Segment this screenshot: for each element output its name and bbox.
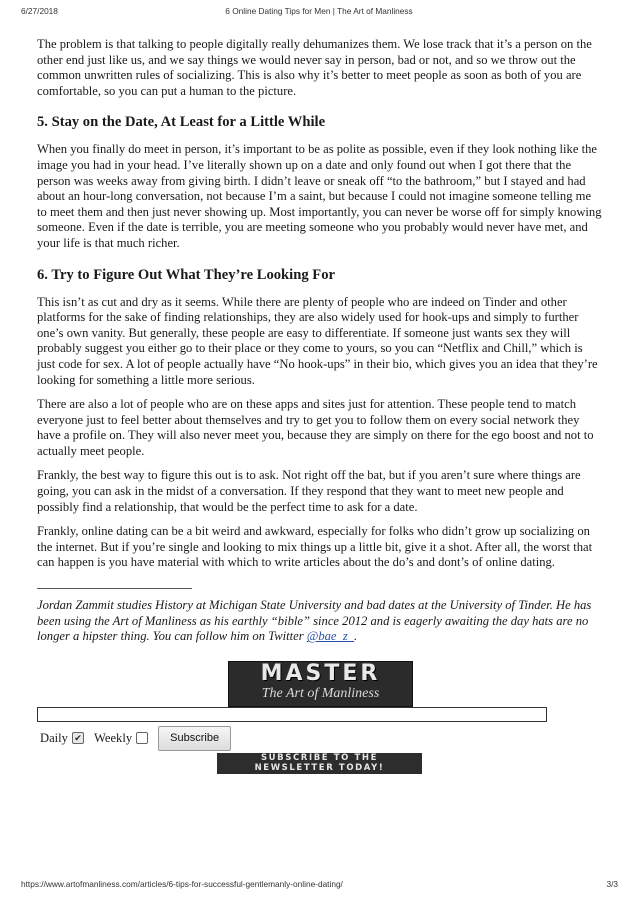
- weekly-checkbox[interactable]: [136, 732, 148, 744]
- section-5-heading: 5. Stay on the Date, At Least for a Little While: [37, 114, 326, 131]
- daily-checkbox[interactable]: ✔: [72, 732, 84, 744]
- logo-aom-text: The Art of Manliness: [261, 686, 380, 701]
- print-date: 6/27/2018: [21, 6, 58, 16]
- author-bio: [37, 598, 603, 645]
- print-url: https://www.artofmanliness.com/articles/6-tips-for-successful-gentlemanly-online-dating/: [21, 879, 343, 889]
- newsletter-subscribe-row: [40, 726, 231, 750]
- email-input[interactable]: [37, 707, 547, 722]
- author-bio-text: Jordan Zammit studies History at Michigan State University and bad dates at the University of Tinder. He has been using the Art of Manliness as his earthly “bible” since 2012 and is eagerly awaiting the day hats are no longer a hipster thing. You can follow him on Twitter: [37, 598, 592, 644]
- logo-master-text: MASTER: [260, 661, 381, 686]
- print-title: 6 Online Dating Tips for Men | The Art of Manliness: [225, 6, 413, 16]
- article-body: [37, 37, 603, 654]
- master-aom-logo: [228, 661, 413, 707]
- banner-line-2: NEWSLETTER TODAY!: [254, 763, 385, 773]
- twitter-link[interactable]: @bae_z_: [306, 629, 355, 644]
- section-6-paragraph: There are also a lot of people who are on these apps and sites just for attention. These people tend to match everyone just to feel better about themselves and try to get you to follow them on every social network they have a profile on. They will also never meet you, because they are simply on there for the ego boost and not to actually meet people.: [37, 397, 594, 458]
- section-6-heading: 6. Try to Figure Out What They’re Looking For: [37, 266, 335, 283]
- newsletter-banner[interactable]: [217, 753, 422, 774]
- section-5-paragraph: When you finally do meet in person, it’s important to be as polite as possible, even if they look nothing like the image you had in your head. I’ve literally shown up on a date and only found out when I got there that the person was weeks away from giving birth. I didn’t leave or sneak off “to the bathroom,” but I stayed and had about an hour-long conversation, not because I’m a saint, but because I could not imagine someone telling me to meet them and then just never showing up. Most importantly, you can never be worse off for simply knowing someone. Even if the date is terrible, you are meeting someone who you probably would never have met, and your life is that much richer.: [37, 142, 602, 250]
- section-6-paragraph: Frankly, online dating can be a bit weird and awkward, especially for folks who didn’t grow up socializing on the internet. But if you’re single and looking to mix things up a little bit, give it a shot. After all, the worst that can happen is you have material with which to write articles about the do’s and dont’s of online dating.: [37, 524, 593, 570]
- page-number: 3/3: [606, 879, 618, 889]
- subscribe-button[interactable]: Subscribe: [158, 726, 231, 751]
- section-6-paragraph: This isn’t as cut and dry as it seems. While there are plenty of people who are indeed on Tinder and other platforms for the sake of finding relationships, they are also widely used for hook-ups and simply to further one’s own vanity. But generally, these people are easy to differentiate. If someone just wants sex they will probably suggest you either go to their place or they come to yours, so you can “Netflix and Chill,” which is just code for sex. A lot of people actually have “No hook-ups” in their bio, which gives you an idea that they’re looking for something a little more serious.: [37, 294, 598, 387]
- section-6-paragraph: Frankly, the best way to figure this out is to ask. Not right off the bat, but if you aren’t sure where things are going, you can ask in the midst of a conversation. If they respond that they want to meet new people and possibly find a relationship, that would be the perfect time to ask for a date.: [37, 468, 581, 514]
- weekly-label: Weekly: [93, 730, 133, 745]
- intro-paragraph: The problem is that talking to people digitally really dehumanizes them. We lose track that it’s a person on the other end just like us, and we say things we would never say in person, bad or not, and so we throw out the common unwritten rules of socializing. This is also why it’s better to meet people as soon as both of you are comfortable, so you can put a human to the picture.: [37, 37, 592, 98]
- separator-line: [37, 588, 192, 589]
- daily-label: Daily: [40, 730, 68, 745]
- banner-line-1: SUBSCRIBE TO THE: [260, 753, 379, 763]
- author-bio-end: .: [354, 629, 358, 644]
